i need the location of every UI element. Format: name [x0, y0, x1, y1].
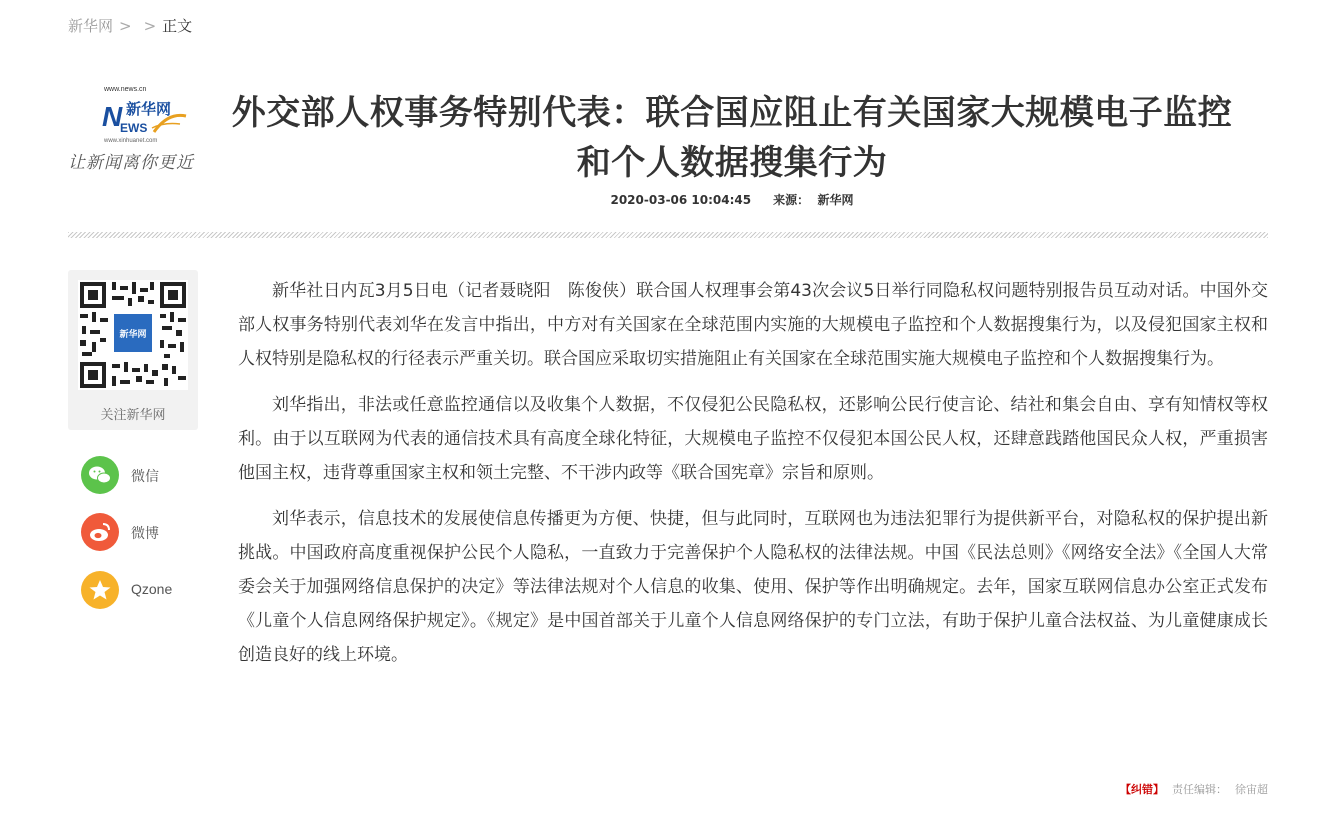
svg-text:新华网: 新华网	[126, 100, 172, 118]
share-weibo-label: 微博	[131, 525, 159, 541]
breadcrumb	[68, 15, 192, 36]
share-wechat-button[interactable]	[81, 456, 221, 494]
share-qzone-label: Qzone	[131, 581, 173, 597]
breadcrumb-home-link[interactable]: 新华网	[68, 17, 114, 35]
xinhua-logo[interactable]	[68, 82, 208, 172]
breadcrumb-separator: >	[119, 17, 132, 35]
logo-slogan: 让新闻离你更近	[68, 153, 194, 173]
editor-label: 责任编辑：	[1172, 783, 1227, 796]
logo-url: www.news.cn	[104, 86, 147, 93]
qr-label: 关注新华网	[100, 408, 166, 423]
article-footer	[1120, 781, 1268, 797]
editor-name: 徐宙超	[1235, 783, 1268, 796]
svg-text:N: N	[102, 101, 123, 132]
share-wechat-label: 微信	[131, 468, 159, 484]
article-paragraph: 刘华指出，非法或任意监控通信以及收集个人数据，不仅侵犯公民隐私权，还影响公民行使言论、结社和集会自由、享有知情权等权利。由于以互联网为代表的通信技术具有高度全球化特征，大规模电子监控不仅侵犯本国公民人权，还肆意践踏他国民众人权，严重损害他国主权，违背尊重国家主权和领土完整、不干涉内政等《联合国宪章》宗旨和原则。	[238, 395, 1268, 483]
wechat-icon	[81, 456, 119, 494]
correction-link[interactable]: 【纠错】	[1120, 783, 1164, 796]
article-paragraph: 刘华表示，信息技术的发展使信息传播更为方便、快捷，但与此同时，互联网也为违法犯罪行为提供新平台，对隐私权的保护提出新挑战。中国政府高度重视保护公民个人隐私，一直致力于完善保护个人隐私权的法律法规。中国《民法总则》《网络安全法》《全国人大常委会关于加强网络信息保护的决定》等法律法规对个人信息的收集、使用、保护等作出明确规定。去年，国家互联网信息办公室正式发布《儿童个人信息网络保护规定》。《规定》是中国首部关于儿童个人信息网络保护的专门立法，有助于保护儿童合法权益、为儿童健康成长创造良好的线上环境。	[238, 509, 1268, 665]
article-source: 新华网	[817, 193, 854, 207]
article-datetime: 2020-03-06 10:04:45	[610, 193, 752, 207]
weibo-icon	[81, 513, 119, 551]
svg-text:EWS: EWS	[120, 121, 148, 135]
article-body	[238, 274, 1268, 684]
qzone-icon	[81, 571, 119, 609]
article-paragraph: 新华社日内瓦3月5日电（记者聂晓阳 陈俊侠）联合国人权理事会第43次会议5日举行同隐私权问题特别报告员互动对话。中国外交部人权事务特别代表刘华在发言中指出，中方对有关国家在全球范围内实施的大规模电子监控和个人数据搜集行为，以及侵犯国家主权和人权特别是隐私权的行径表示严重关切。联合国应采取切实措施阻止有关国家在全球范围实施大规模电子监控和个人数据搜集行为。	[238, 281, 1268, 369]
qr-card	[68, 270, 198, 430]
divider	[68, 232, 1268, 238]
breadcrumb-separator: >	[143, 17, 157, 35]
article-meta	[222, 191, 1242, 208]
breadcrumb-current: 正文	[162, 17, 193, 35]
logo-url-secondary: www.xinhuanet.com	[104, 138, 158, 144]
share-qzone-button[interactable]	[81, 571, 221, 609]
source-label: 来源：	[773, 193, 810, 207]
svg-text:新华网: 新华网	[119, 330, 147, 340]
article-title: 外交部人权事务特别代表：联合国应阻止有关国家大规模电子监控和个人数据搜集行为	[231, 93, 1233, 183]
qr-code	[78, 280, 188, 390]
share-weibo-button[interactable]	[81, 513, 221, 551]
